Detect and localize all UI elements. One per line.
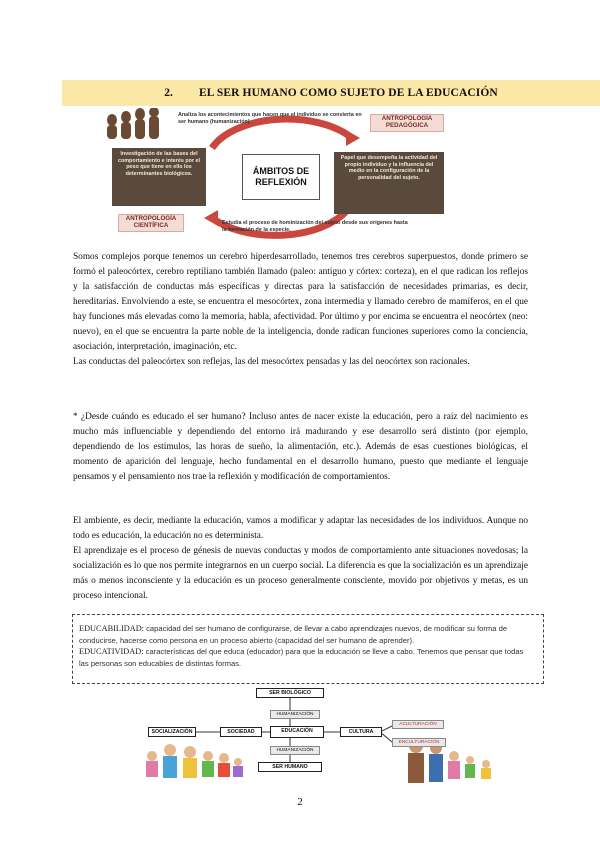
education-concept-diagram (140, 686, 500, 806)
diagram-right-box: Papel que desempeña la actividad del propio individuo y la influencia del medio en la configuración de la personalidad del sujeto. (334, 152, 444, 214)
page-number: 2 (297, 796, 303, 808)
definition-educabilidad (79, 623, 534, 646)
educatividad-text: características del que educa (educador) para que la educación se lleve a cabo. Tenemos que pensar que todas las personas son educables de distintas formas. (79, 647, 524, 668)
node-socializacion: SOCIALIZACIÓN (148, 727, 196, 737)
diagram-left-box: Investigación de las bases del comportamiento e interés por el peso que tiene en ello los determinantes biológicos. (112, 148, 206, 206)
educabilidad-term: EDUCABILIDAD: (79, 624, 144, 633)
antropologia-cientifica-label: ANTROPOLOGÍA CIENTÍFICA (118, 214, 184, 232)
antropologia-pedagogica-label: ANTROPOLOGÍA PEDAGÓGICA (370, 114, 444, 132)
node-sociedad: SOCIEDAD (220, 727, 262, 737)
paragraph-desde-cuando: * ¿Desde cuándo es educado el ser humano? Incluso antes de nacer existe la educación, pero a raíz del nacimiento es mucho más influenciable y dependiendo del entorno irá madurando y ese desarrollo será distinto (por ejemplo, dependiendo de los estímulos, las horas de sueño, la alimentación, etc.). Además de esas cuestiones biológicas, el momento de aparición del lenguaje, hecho fundamental en el desarrollo humano, puesto que mediante el lenguaje pensamos y el pensamiento nos trae la reflexión y modificación de comportamientos. (73, 412, 528, 482)
node-ser-biologico: SER BIOLÓGICO (256, 688, 324, 698)
node-aculturacion: ACULTURACIÓN (392, 720, 444, 729)
diagram-top-text: Analiza los acontecimientos que hacen que el individuo se convierta en ser humano (humanización). (178, 112, 362, 125)
evolution-figures-icon (107, 108, 159, 139)
paragraph-cerebros: Somos complejos porque tenemos un cerebro hiperdesarrollado, tenemos tres cerebros superpuestos, donde primero se formó el paleocórtex, cerebro reptiliano también llamado (paleo: antiguo y córtex: corteza), en el que radican los reflejos y la satisfacción de conductas más específicas y directas para la satisfacción de necesidades primarias, es decir, hereditarias. Envolviendo a este, se encuentra el mesocórtex, zona intermedia y llamado cerebro de mamíferos, en el que hay funciones más elevadas como la memoria, habla, afectividad. Por último y por encima se encuentra el neocórtex (neo: nuevo), en el que se encuentra la parte noble de la inteligencia, donde radican funciones superiores como la conciencia, asociación, interpretación, imaginación, etc. (73, 252, 528, 352)
definition-educatividad (79, 646, 534, 669)
node-educacion: EDUCACIÓN (270, 726, 324, 738)
section-number: 2. (164, 87, 174, 99)
body-section-1 (73, 250, 528, 370)
paragraph-aprendizaje: El aprendizaje es el proceso de génesis de nuevas conductas y modos de comportamiento ante situaciones novedosas; la socialización es lo que nos permite integrarnos en un cuerpo social. La diferencia es que la socialización es un aprendizaje más o menos inconsciente y la educación es un proceso generalmente consciente, movido por objetivos y metas, es un proceso intencional. (73, 546, 528, 601)
ambitos-reflexion-diagram (102, 108, 474, 244)
diagram-bottom-text: Estudia el proceso de hominización del sujeto desde sus orígenes hasta la formación de la especie. (222, 220, 408, 233)
node-cultura: CULTURA (340, 727, 382, 737)
definitions-content (79, 623, 534, 669)
node-humanizacion-bottom: HUMANIZACIÓN (270, 746, 320, 755)
section-title-bar (62, 80, 600, 106)
educabilidad-text: capacidad del ser humano de configurarse, de llevar a cabo aprendizajes nuevos, de modificar su forma de conducirse, hacerse como persona en un proceso abierto (capacidad del ser humano de aprender). (79, 624, 508, 645)
definitions-box (72, 614, 544, 684)
section-title-text: EL SER HUMANO COMO SUJETO DE LA EDUCACIÓN (199, 87, 498, 99)
node-humanizacion-top: HUMANIZACIÓN (270, 710, 320, 719)
diagram-lines (140, 686, 500, 806)
family-left-icon (146, 744, 243, 778)
paragraph-conductas: Las conductas del paleocórtex son reflejas, las del mesocórtex pensadas y las del neocórtex son racionales. (73, 357, 470, 367)
section-title (62, 80, 600, 106)
body-section-3 (73, 514, 528, 604)
educatividad-term: EDUCATIVIDAD: (79, 647, 144, 656)
center-label-text: ÁMBITOS DE REFLEXIÓN (252, 166, 310, 187)
node-enculturacion: ENCULTURACIÓN (392, 738, 446, 747)
body-section-2 (73, 410, 528, 485)
paragraph-ambiente: El ambiente, es decir, mediante la educación, vamos a modificar y adaptar las necesidades de los individuos. Aunque no todo es educación, la educación no es determinista. (73, 516, 528, 541)
center-label (242, 154, 320, 200)
node-ser-humano: SER HUMANO (258, 762, 322, 772)
